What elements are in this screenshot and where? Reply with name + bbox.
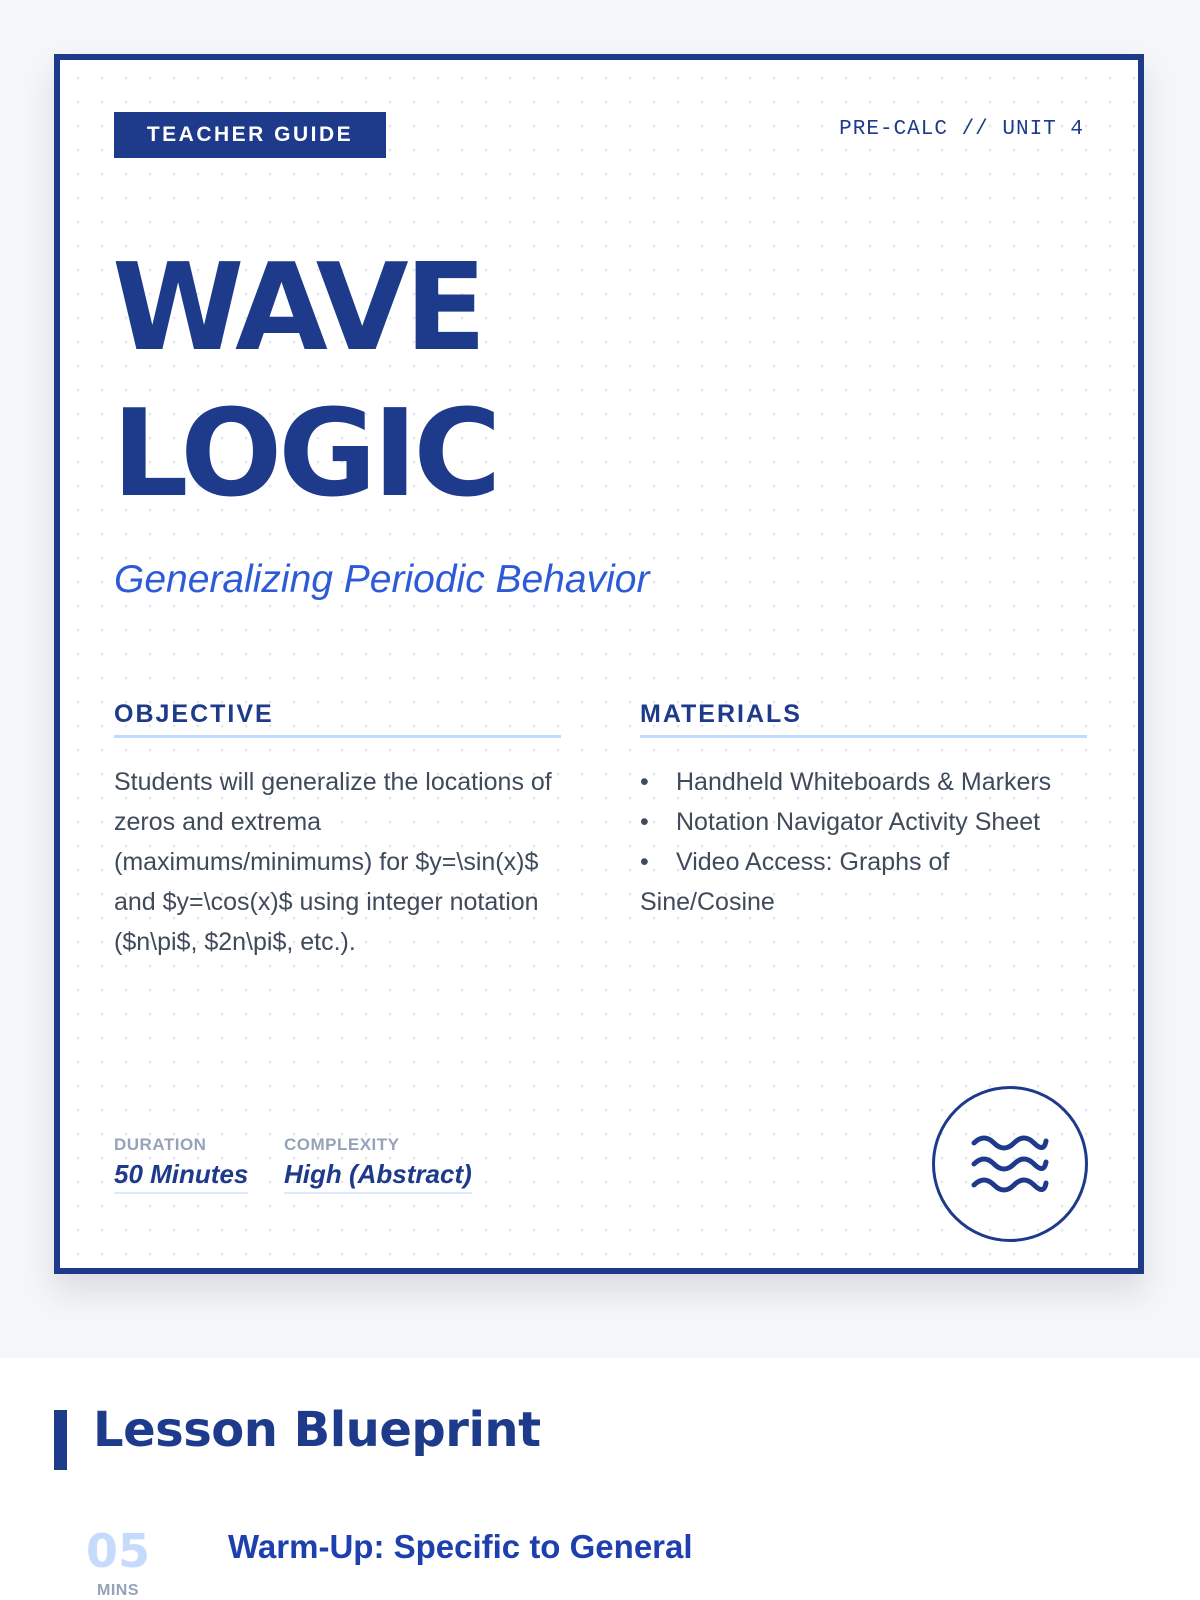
materials-item: • Handheld Whiteboards & Markers <box>640 762 1087 802</box>
cover-card <box>54 54 1144 1274</box>
objective-heading: OBJECTIVE <box>114 700 561 738</box>
lesson-subtitle: Generalizing Periodic Behavior <box>114 558 650 601</box>
step-minutes: 05 <box>86 1524 151 1578</box>
complexity-value: High (Abstract) <box>284 1159 472 1194</box>
materials-list <box>640 762 1087 922</box>
materials-section <box>640 700 1087 922</box>
bullet-icon: • <box>640 808 649 836</box>
title-line-1: WAVE <box>112 239 483 378</box>
waves-icon <box>932 1086 1088 1242</box>
step-title: Warm-Up: Specific to General <box>228 1528 693 1565</box>
bullet-icon: • <box>640 848 649 876</box>
objective-section <box>114 700 561 962</box>
blueprint-heading: Lesson Blueprint <box>93 1402 541 1458</box>
duration-label: DURATION <box>114 1135 207 1154</box>
step-minutes-unit: MINS <box>97 1582 139 1599</box>
materials-item: • Video Access: Graphs of Sine/Cosine <box>640 842 1087 922</box>
lesson-title <box>112 236 497 528</box>
bullet-icon: • <box>640 768 649 796</box>
materials-heading: MATERIALS <box>640 700 1087 738</box>
complexity-meta <box>284 1135 472 1194</box>
duration-meta <box>114 1135 248 1194</box>
teacher-guide-tag: TEACHER GUIDE <box>114 112 386 158</box>
course-unit-label: PRE-CALC // UNIT 4 <box>839 118 1084 141</box>
section-accent-bar <box>54 1410 67 1470</box>
complexity-label: COMPLEXITY <box>284 1135 400 1154</box>
duration-value: 50 Minutes <box>114 1159 248 1194</box>
materials-item: • Notation Navigator Activity Sheet <box>640 802 1087 842</box>
lesson-blueprint-section <box>0 1358 1200 1600</box>
objective-text: Students will generalize the locations of zeros and extrema (maximums/minimums) for $y=\sin(x)$ and $y=\cos(x)$ using integer notation ($n\pi$, $2n\pi$, etc.). <box>114 768 552 956</box>
title-line-2: LOGIC <box>112 385 498 524</box>
